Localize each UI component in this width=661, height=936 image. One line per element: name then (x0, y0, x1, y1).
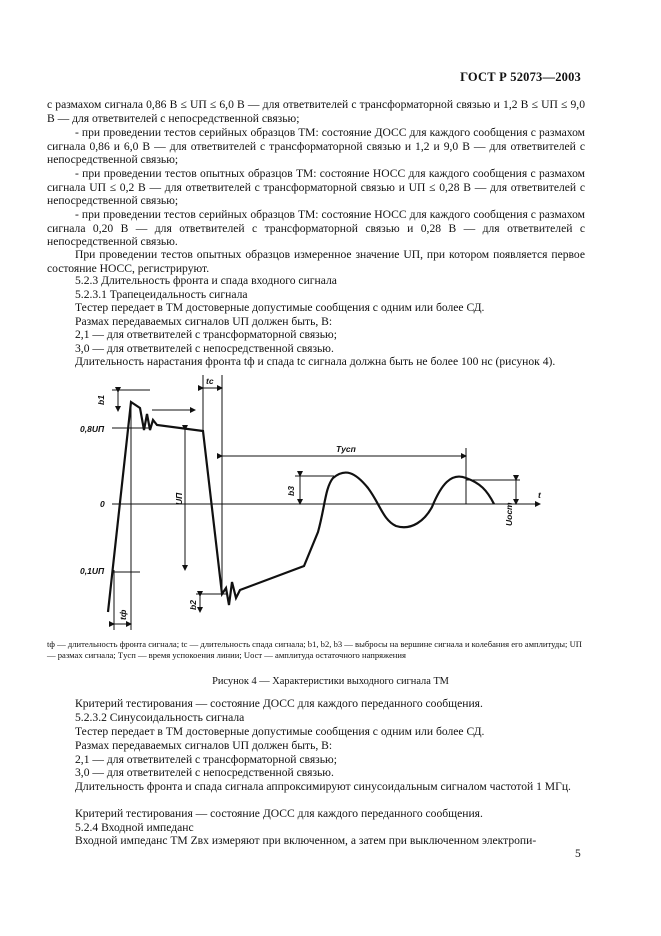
section-heading: 5.2.3.1 Трапецеидальность сигнала (75, 288, 248, 301)
paragraph: Тестер передает в ТМ достоверные допустимые сообщения с одним или более СД. (75, 725, 485, 738)
signal-diagram (47, 370, 607, 632)
paragraph: Размах передаваемых сигналов UП должен быть, В: (75, 315, 333, 328)
paragraph: 2,1 — для ответвителей с трансформаторной связью; (75, 328, 337, 341)
paragraph: Входной импеданс ТМ Zвх измеряют при включенном, а затем при выключенном электропи- (75, 834, 537, 847)
section-heading: 5.2.3.2 Синусоидальность сигнала (75, 711, 245, 724)
paragraph: - при проведении тестов серийных образцов ТМ: состояние ДОСС для каждого сообщения с размахом сигнала 0,86 и 6,0 В — для ответвителей с трансформаторной связью и 1,2 и 9,0 В — для ответвителей с непосредственной связью; (47, 126, 585, 167)
paragraph: Тестер передает в ТМ достоверные допустимые сообщения с одним или более СД. (75, 301, 485, 314)
u-p-label: UП (174, 492, 184, 505)
paragraph: Размах передаваемых сигналов UП должен быть, В: (75, 739, 333, 752)
figure-caption: Рисунок 4 — Характеристики выходного сигнала ТМ (212, 676, 449, 687)
tf-label: tф (118, 609, 128, 620)
signal-waveform (108, 402, 494, 612)
figure-legend: tф — длительность фронта сигнала; tс — длительность спада сигнала; b1, b2, b3 — выбросы на вершине сигнала и колебания его амплитуды; UП — размах сигнала; Tусп — время успокоения линии; Uост — амплитуда остаточного напряжения (47, 639, 582, 661)
paragraph: 3,0 — для ответвителей с непосредственной связью. (75, 342, 334, 355)
section-heading: 5.2.4 Входной импеданс (75, 821, 194, 834)
paragraph: Критерий тестирования — состояние ДОСС для каждого переданного сообщения. (75, 697, 483, 710)
tc-label: tс (206, 376, 214, 386)
paragraph: с размахом сигнала 0,86 В ≤ UП ≤ 6,0 В — для ответвителей с трансформаторной связью и 1,2 В ≤ UП ≤ 9,0 В — для ответвителей с непосредственной связью; (47, 98, 585, 125)
level-08-label: 0,8UП (80, 424, 105, 434)
paragraph: Длительность фронта и спада сигнала аппроксимируют синусоидальным сигналом частотой 1 МГц. (75, 780, 571, 793)
paragraph: 2,1 — для ответвителей с трансформаторной связью; (75, 753, 337, 766)
paragraph: - при проведении тестов опытных образцов ТМ: состояние НОСС для каждого сообщения с размахом сигнала UП ≤ 0,2 В — для ответвителей с трансформаторной связью и UП ≤ 0,28 В — для ответвителей с непосредственной связью; (47, 167, 585, 208)
paragraph: 3,0 — для ответвителей с непосредственной связью. (75, 766, 334, 779)
b1-label: b1 (96, 395, 106, 405)
b3-label: b3 (286, 486, 296, 496)
b2-label: b2 (188, 600, 198, 610)
t-axis-label: t (538, 490, 541, 500)
paragraph: Длительность нарастания фронта tф и спада tс сигнала должна быть не более 100 нс (рисунок 4). (75, 355, 556, 368)
u-ost-label: Uост (504, 502, 514, 526)
page-number: 5 (575, 848, 581, 860)
paragraph: Критерий тестирования — состояние ДОСС для каждого переданного сообщения. (75, 807, 483, 820)
level-01-label: 0,1UП (80, 566, 105, 576)
standard-header: ГОСТ Р 52073—2003 (460, 70, 581, 84)
paragraph: - при проведении тестов серийных образцов ТМ: состояние НОСС для каждого сообщения с размахом сигнала 0,20 В — для ответвителей с трансформаторной связью и 0,28 В — для ответвителей с непосредственной связью. (47, 208, 585, 249)
section-heading: 5.2.3 Длительность фронта и спада входного сигнала (75, 274, 337, 287)
level-0-label: 0 (100, 499, 105, 509)
paragraph: При проведении тестов опытных образцов измеренное значение UП, при котором появляется первое состояние НОСС, регистрируют. (47, 248, 585, 275)
t-usp-label: Tусп (336, 444, 356, 454)
